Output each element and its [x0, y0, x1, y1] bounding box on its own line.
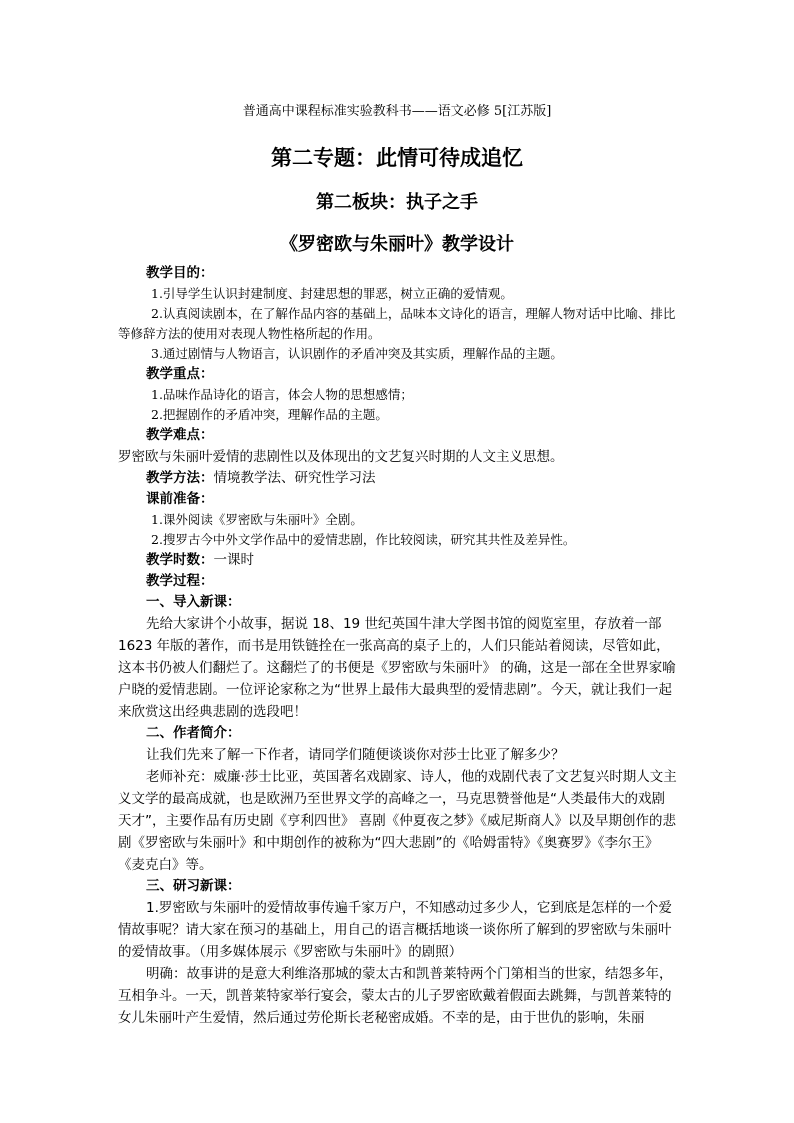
method-line	[118, 468, 678, 489]
goal-item: 1.引导学生认识封建制度、封建思想的罪恶，树立正确的爱情观。	[151, 286, 513, 301]
focus-heading: 教学重点：	[146, 366, 214, 382]
lesson-title: 《罗密欧与朱丽叶》教学设计	[280, 234, 514, 255]
process-heading: 教学过程：	[146, 573, 214, 589]
section-subtitle: 第二板块：执子之手	[316, 192, 478, 213]
study-heading: 三、研习新课：	[146, 878, 241, 894]
goal-item: 3.通过剧情与人物语言，认识剧作的矛盾冲突及其实质，理解作品的主题。	[151, 346, 563, 361]
intro-text: 先给大家讲个小故事，据说 18、19 世纪英国牛津大学图书馆的阅览室里，存放着一部 1623 年版的著作，而书是用铁链拴在一张高高的桌子上的，人们只能站着阅读，尽管如此，这本书仍被人们翻烂了。这翻烂了的书便是《罗密欧与朱丽叶》 的确，这是一部在全世界家喻户晓的爱情悲剧。一位评论家称之为“世界上最伟大最典型的爱情悲剧”。今天，就让我们一起来欣赏这出经典悲剧的选段吧！	[118, 616, 676, 720]
prep-item: 1.课外阅读《罗密欧与朱丽叶》全剧。	[151, 512, 363, 527]
study-text-2: 明确：故事讲的是意大利维洛那城的蒙太古和凯普莱特两个门第相当的世家，结怨多年，互相争斗。一天，凯普莱特家举行宴会，蒙太古的儿子罗密欧戴着假面去跳舞，与凯普莱特的女儿朱丽叶产生爱情，然后通过劳伦斯长老秘密成婚。不幸的是，由于世仇的影响，朱丽	[118, 966, 673, 1026]
page-title: 第二专题：此情可待成追忆	[271, 146, 523, 170]
focus-item: 2.把握剧作的矛盾冲突，理解作品的主题。	[151, 407, 388, 422]
method-text: 情境教学法、研究性学习法	[213, 470, 376, 486]
prep-heading: 课前准备：	[146, 491, 214, 507]
difficulty-text: 罗密欧与朱丽叶爱情的悲剧性以及体现出的文艺复兴时期的人文主义思想。	[118, 449, 564, 465]
hours-heading: 教学时数：	[146, 552, 214, 568]
author-heading: 二、作者简介：	[146, 725, 241, 741]
prep-item: 2.搜罗古今中外文学作品中的爱情悲剧，作比较阅读，研究其共性及差异性。	[151, 532, 576, 547]
author-text: 老师补充：威廉·莎士比亚，英国著名戏剧家、诗人，他的戏剧代表了文艺复兴时期人文主义文学的最高成就，也是欧洲乃至世界文学的高峰之一，马克思赞誉他是“人类最伟大的戏剧天才”，主要作品有历史剧《亨利四世》 喜剧《仲夏夜之梦》《威尼斯商人》以及早期创作的悲剧《罗密欧与朱丽叶》和中期创作的被称为“四大悲剧”的《哈姆雷特》《奥赛罗》《李尔王》《麦克白》等。	[118, 769, 677, 873]
goal-item: 2.认真阅读剧本，在了解作品内容的基础上，品味本文诗化的语言，理解人物对话中比喻、排比等修辞方法的使用对表现人物性格所起的作用。	[118, 306, 676, 341]
method-heading: 教学方法：	[146, 470, 214, 486]
intro-heading: 一、导入新课：	[146, 594, 241, 610]
hours-text: 一课时	[213, 552, 254, 568]
study-text-1: 1.罗密欧与朱丽叶的爱情故事传遍千家万户，不知感动过多少人，它到底是怎样的一个爱情故事呢？请大家在预习的基础上，用自己的语言概括地谈一谈你所了解到的罗密欧与朱丽叶的爱情故事。（用多媒体展示《罗密欧与朱丽叶》的剧照）	[118, 900, 672, 960]
textbook-header: 普通高中课程标准实验教科书——语文必修 5[江苏版]	[242, 104, 552, 119]
difficulty-heading: 教学难点：	[146, 427, 214, 443]
document-body	[118, 263, 678, 1029]
focus-item: 1.品味作品诗化的语言，体会人物的思想感情；	[151, 387, 413, 402]
goals-heading: 教学目的：	[146, 265, 214, 281]
author-question: 让我们先来了解一下作者，请同学们随便谈谈你对莎士比亚了解多少？	[146, 747, 565, 763]
hours-line	[118, 550, 678, 571]
